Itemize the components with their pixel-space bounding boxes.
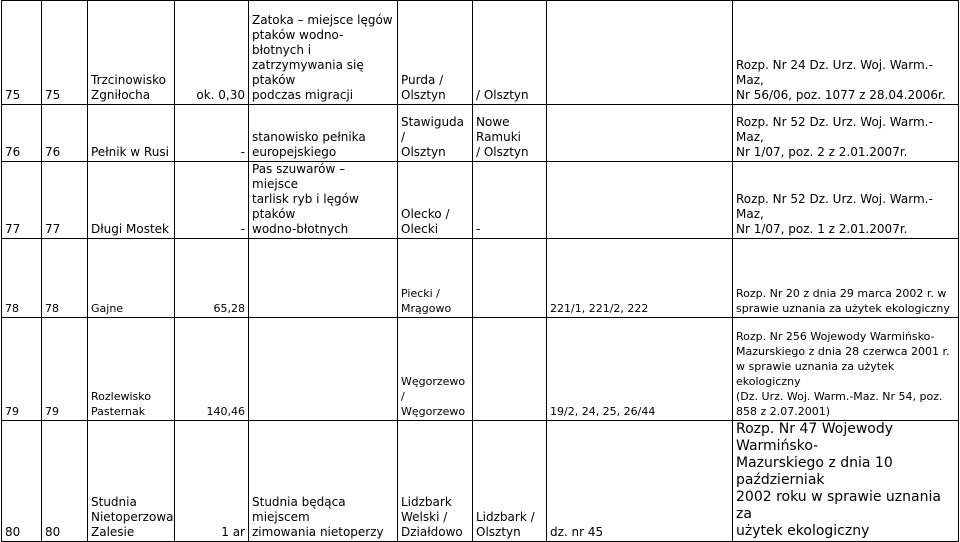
legal-basis: Rozp. Nr 256 Wojewody Warmińsko- Mazurskiego z dnia 28 czerwca 2001 r. w sprawie uznania za użytek ekologiczny (Dz. Urz. Woj. Warm.-Maz. Nr 54, poz. 858 z 2.07.2001) bbox=[733, 318, 959, 421]
object-plots bbox=[547, 105, 733, 162]
object-description bbox=[249, 318, 398, 421]
table-row bbox=[2, 318, 959, 421]
object-district: / Olsztyn bbox=[473, 1, 547, 105]
legal-basis: Rozp. Nr 52 Dz. Urz. Woj. Warm.-Maz, Nr 1/07, poz. 2 z 2.01.2007r. bbox=[733, 105, 959, 162]
object-name: Studnia Nietoperzowa Zalesie bbox=[88, 421, 175, 542]
object-number: 77 bbox=[42, 162, 88, 239]
object-plots bbox=[547, 162, 733, 239]
legal-basis: Rozp. Nr 24 Dz. Urz. Woj. Warm.-Maz, Nr 56/06, poz. 1077 z 28.04.2006r. bbox=[733, 1, 959, 105]
object-area: - bbox=[175, 105, 249, 162]
object-description: Pas szuwarów – miejsce tarlisk ryb i lęgów ptaków wodno-błotnych bbox=[249, 162, 398, 239]
object-area: 1 ar bbox=[175, 421, 249, 542]
row-number: 78 bbox=[2, 239, 42, 318]
object-location: Lidzbark Welski / Działdowo bbox=[398, 421, 473, 542]
object-location: Olecko / Olecki bbox=[398, 162, 473, 239]
object-plots bbox=[547, 1, 733, 105]
object-location: Purda / Olsztyn bbox=[398, 1, 473, 105]
table-row bbox=[2, 239, 959, 318]
object-number: 79 bbox=[42, 318, 88, 421]
object-number: 76 bbox=[42, 105, 88, 162]
object-number: 75 bbox=[42, 1, 88, 105]
object-description bbox=[249, 239, 398, 318]
object-description: Zatoka – miejsce lęgów ptaków wodno-błotnych i zatrzymywania się ptaków podczas migracji bbox=[249, 1, 398, 105]
object-district: Lidzbark / Olsztyn bbox=[473, 421, 547, 542]
object-description: Studnia będąca miejscem zimowania nietoperzy bbox=[249, 421, 398, 542]
table-row bbox=[2, 1, 959, 105]
object-description: stanowisko pełnika europejskiego bbox=[249, 105, 398, 162]
object-location: Stawiguda / Olsztyn bbox=[398, 105, 473, 162]
object-district bbox=[473, 239, 547, 318]
object-district bbox=[473, 318, 547, 421]
object-name: Gajne bbox=[88, 239, 175, 318]
nature-register-table bbox=[1, 0, 959, 542]
object-name: Trzcinowisko Zgniłocha bbox=[88, 1, 175, 105]
legal-basis: Rozp. Nr 52 Dz. Urz. Woj. Warm.-Maz, Nr 1/07, poz. 1 z 2.01.2007r. bbox=[733, 162, 959, 239]
object-area: 140,46 bbox=[175, 318, 249, 421]
object-number: 80 bbox=[42, 421, 88, 542]
object-area: - bbox=[175, 162, 249, 239]
row-number: 77 bbox=[2, 162, 42, 239]
legal-basis: Rozp. Nr 47 Wojewody Warmińsko- Mazurskiego z dnia 10 październiak 2002 roku w sprawie uznania za użytek ekologiczny bbox=[733, 421, 959, 542]
row-number: 79 bbox=[2, 318, 42, 421]
object-area: ok. 0,30 bbox=[175, 1, 249, 105]
object-number: 78 bbox=[42, 239, 88, 318]
object-name: Rozlewisko Pasternak bbox=[88, 318, 175, 421]
object-name: Pełnik w Rusi bbox=[88, 105, 175, 162]
table-row bbox=[2, 421, 959, 542]
object-plots: 221/1, 221/2, 222 bbox=[547, 239, 733, 318]
object-location: Piecki / Mrągowo bbox=[398, 239, 473, 318]
object-district: Nowe Ramuki / Olsztyn bbox=[473, 105, 547, 162]
object-area: 65,28 bbox=[175, 239, 249, 318]
object-location: Węgorzewo / Węgorzewo bbox=[398, 318, 473, 421]
row-number: 75 bbox=[2, 1, 42, 105]
row-number: 80 bbox=[2, 421, 42, 542]
object-name: Długi Mostek bbox=[88, 162, 175, 239]
object-district: - bbox=[473, 162, 547, 239]
table-row bbox=[2, 105, 959, 162]
table-row bbox=[2, 162, 959, 239]
row-number: 76 bbox=[2, 105, 42, 162]
object-plots: dz. nr 45 bbox=[547, 421, 733, 542]
object-plots: 19/2, 24, 25, 26/44 bbox=[547, 318, 733, 421]
legal-basis: Rozp. Nr 20 z dnia 29 marca 2002 r. w sprawie uznania za użytek ekologiczny bbox=[733, 239, 959, 318]
